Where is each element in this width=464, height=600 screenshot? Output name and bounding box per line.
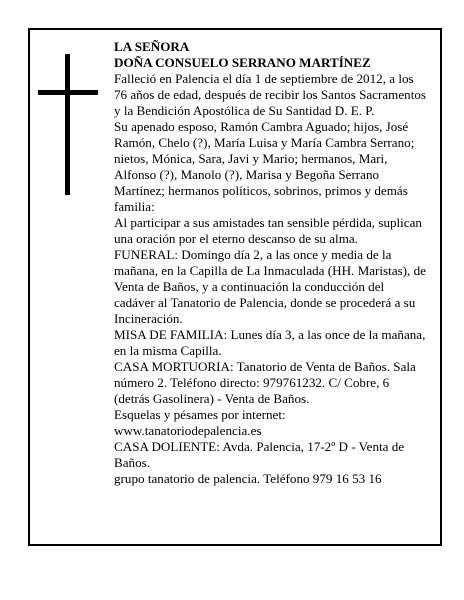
paragraph-death-info: Falleció en Palencia el día 1 de septiembre de 2012, a los 76 años de edad, después de recibir los Santos Sacramentos y la Bendición Apostólica de Su Santidad D. E. P. xyxy=(114,71,426,118)
paragraph-company: grupo tanatorio de palencia. Teléfono 979 16 53 16 xyxy=(114,471,382,486)
paragraph-family: Su apenado esposo, Ramón Cambra Aguado; hijos, José Ramón, Chelo (?), María Luisa y María Cambra Serrano; nietos, Mónica, Sara, Javi y Mario; hermanos, Mari, Alfonso (?), Manolo (?), Marisa y Begoña Serrano Martínez; hermanos políticos, sobrinos, primos y demás familia: xyxy=(114,119,415,214)
obituary-text xyxy=(114,39,428,487)
paragraph-request: Al participar a sus amistades tan sensible pérdida, suplican una oración por el eterno descanso de su alma. xyxy=(114,215,422,246)
cross-icon xyxy=(65,54,70,195)
paragraph-funeral-home: CASA MORTUORIA: Tanatorio de Venta de Baños. Sala número 2. Teléfono directo: 979761232. C/ Cobre, 6 (detrás Gasolinera) - Venta de Baños. xyxy=(114,359,416,406)
cross-icon-crossbar xyxy=(38,90,98,95)
deceased-name: DOÑA CONSUELO SERRANO MARTÍNEZ xyxy=(114,55,371,70)
paragraph-family-mass: MISA DE FAMILIA: Lunes día 3, a las once de la mañana, en la misma Capilla. xyxy=(114,327,426,358)
paragraph-family-home: CASA DOLIENTE: Avda. Palencia, 17-2º D - Venta de Baños. xyxy=(114,439,405,470)
title-line: LA SEÑORA xyxy=(114,39,190,54)
paragraph-funeral: FUNERAL: Domingo día 2, a las once y media de la mañana, en la Capilla de La Inmaculada (HH. Maristas), de Venta de Baños, y a continuación la conducción del cadáver al Tanatorio de Palencia, donde se procederá a su Incineración. xyxy=(114,247,426,326)
paragraph-internet: Esquelas y pésames por internet: www.tanatoriodepalencia.es xyxy=(114,407,286,438)
